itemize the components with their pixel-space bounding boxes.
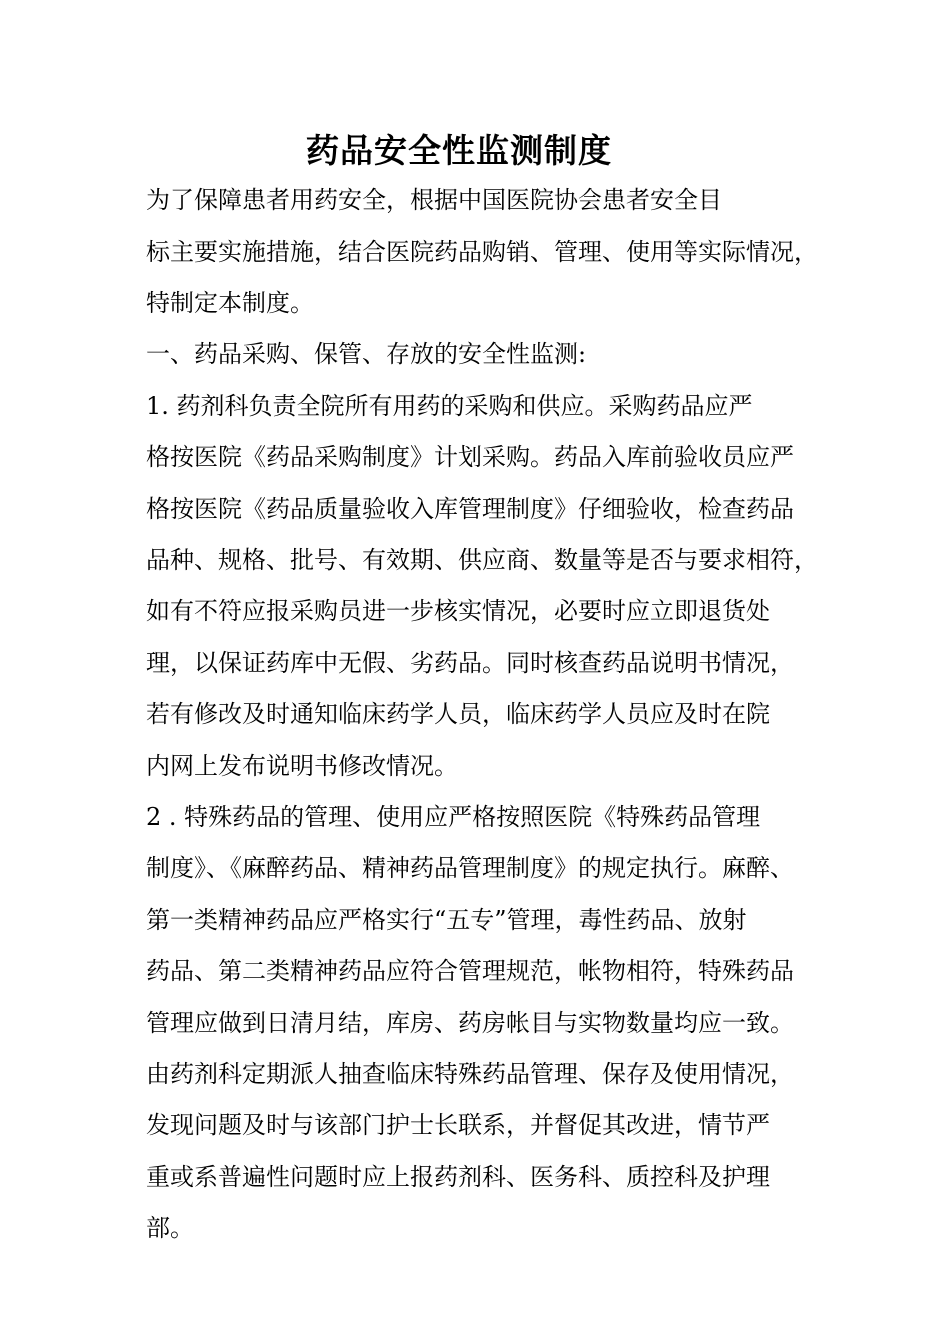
- paragraph-line: 内网上发布说明书修改情况。: [146, 752, 458, 780]
- section-heading: 一、药品采购、保管、存放的安全性监测:: [146, 340, 587, 368]
- paragraph-line: 重或系普遍性问题时应上报药剂科、医务科、质控科及护理: [146, 1163, 770, 1191]
- paragraph-line: 品种、规格、批号、有效期、供应商、数量等是否与要求相符，: [146, 546, 818, 574]
- paragraph-line: 格按医院《药品采购制度》计划采购。药品入库前验收员应严: [146, 443, 794, 471]
- paragraph-line: 管理应做到日清月结，库房、药房帐目与实物数量均应一致。: [146, 1009, 794, 1037]
- paragraph-line: 第一类精神药品应严格实行“五专”管理，毒性药品、放射: [146, 906, 747, 934]
- paragraph-line: 如有不符应报采购员进一步核实情况，必要时应立即退货处: [146, 597, 770, 625]
- paragraph-line: 特制定本制度。: [146, 289, 314, 317]
- paragraph-line: 制度》、《麻醉药品、精神药品管理制度》的规定执行。麻醉、: [146, 854, 794, 882]
- paragraph-line: 2 . 特殊药品的管理、使用应严格按照医院《特殊药品管理: [146, 803, 761, 831]
- paragraph-line: 部。: [146, 1214, 194, 1242]
- paragraph-line: 格按医院《药品质量验收入库管理制度》仔细验收，检查药品: [146, 495, 794, 523]
- document-title: 药品安全性监测制度: [306, 131, 612, 170]
- paragraph-line: 药品、第二类精神药品应符合管理规范，帐物相符，特殊药品: [146, 957, 794, 985]
- paragraph-line: 若有修改及时通知临床药学人员，临床药学人员应及时在院: [146, 700, 770, 728]
- paragraph-line: 发现问题及时与该部门护士长联系，并督促其改进，情节严: [146, 1111, 770, 1139]
- paragraph-line: 由药剂科定期派人抽查临床特殊药品管理、保存及使用情况，: [146, 1060, 794, 1088]
- paragraph-line: 理，以保证药库中无假、劣药品。同时核查药品说明书情况，: [146, 649, 794, 677]
- paragraph-line: 标主要实施措施，结合医院药品购销、管理、使用等实际情况，: [146, 238, 818, 266]
- paragraph-line: 为了保障患者用药安全，根据中国医院协会患者安全目: [146, 186, 722, 214]
- paragraph-line: 1. 药剂科负责全院所有用药的采购和供应。采购药品应严: [146, 392, 753, 420]
